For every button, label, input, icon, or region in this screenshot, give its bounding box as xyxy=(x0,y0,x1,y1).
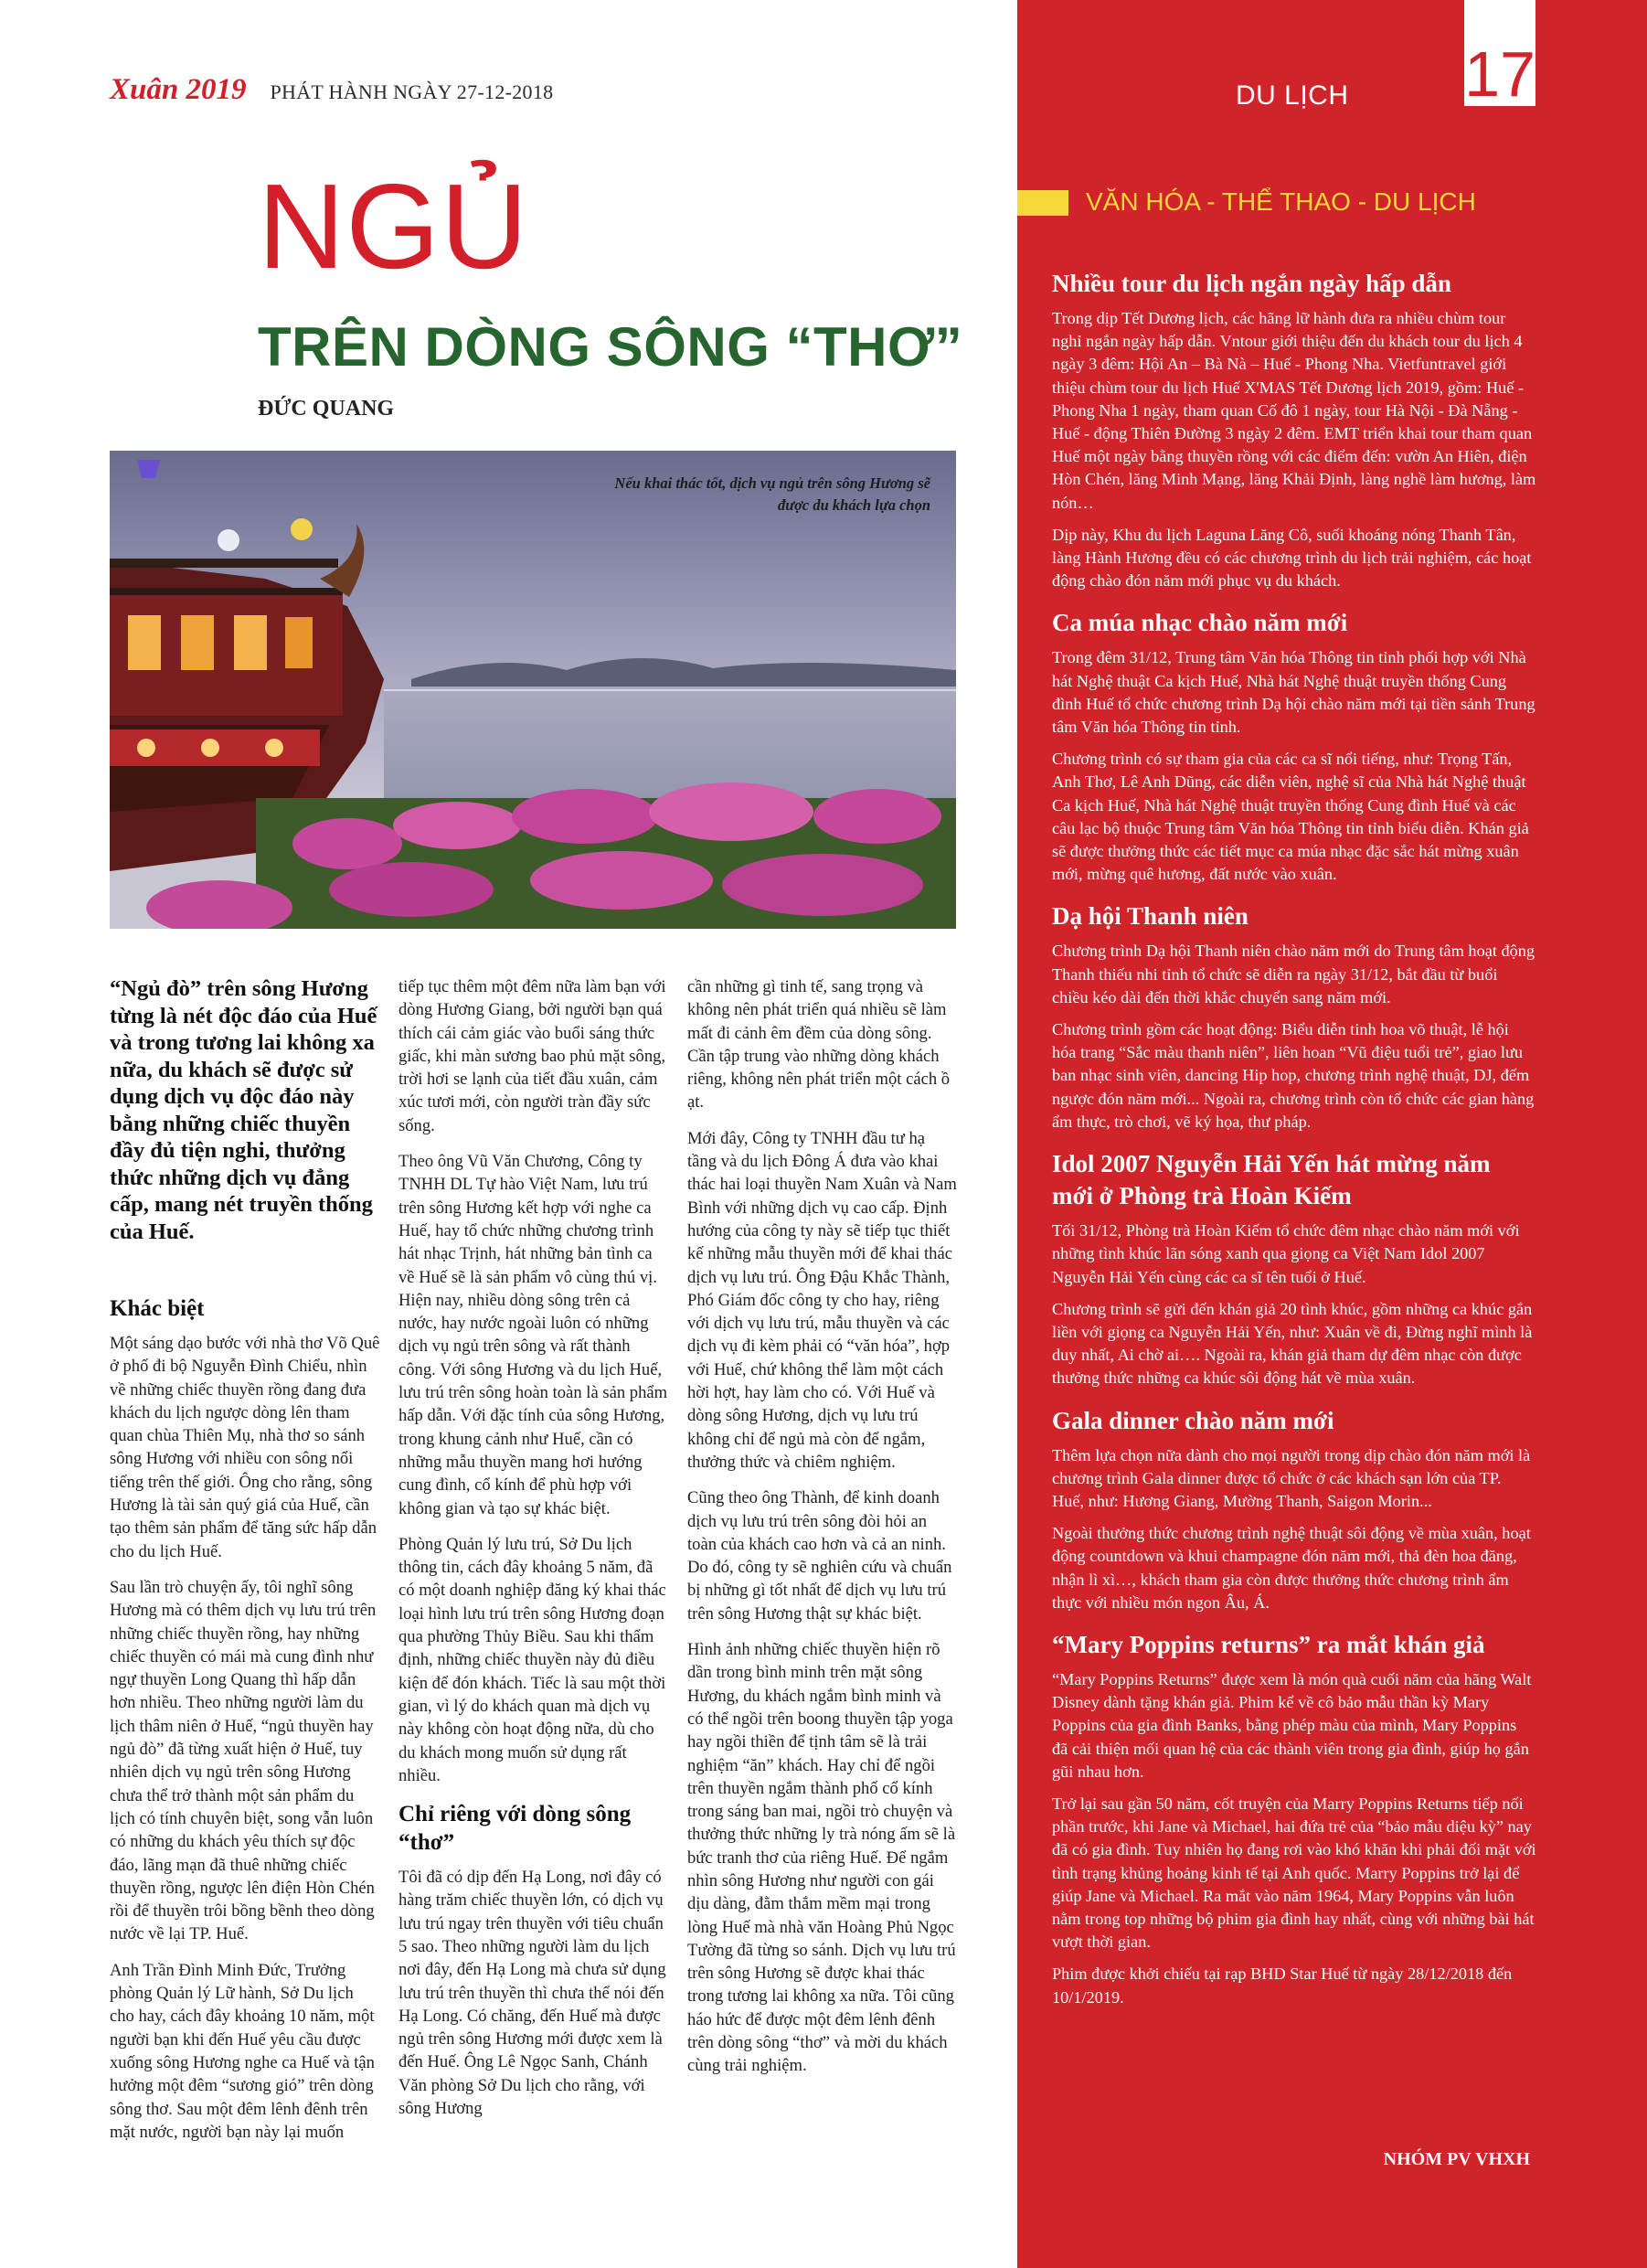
issue-name: Xuân 2019 xyxy=(110,73,247,106)
author-byline: ĐỨC QUANG xyxy=(258,397,395,421)
paragraph: cần những gì tinh tế, sang trọng và không nên phát triển quá nhiều sẽ làm mất đi cảnh êm đềm của dòng sông. Cần tập trung vào những dòng khách riêng, không nên phát triển một cách ồ ạt. xyxy=(687,977,951,1113)
brief-paragraph: Chương trình gồm các hoạt động: Biểu diễn tinh hoa võ thuật, lễ hội hóa trang “Sắc màu thanh niên”, liên hoan “Vũ điệu tuổi trẻ”, giao lưu ban nhạc sinh viên, dancing Hip hop, chương trình nghệ thuật, DJ, đếm ngược đón năm mới... Ngoài ra, chương trình còn tổ chức các gian hàng ẩm thực, trò chơi, vẽ ký họa, thư pháp. xyxy=(1052,1020,1535,1131)
brief-paragraph: Ngoài thưởng thức chương trình nghệ thuật sôi động về mùa xuân, hoạt động countdown và khui champagne đón năm mới, thả đèn hoa đăng, nhận lì xì…, khách tham gia còn được thưởng thức chương trình ẩm thực với nhiều món ngon Âu, Á. xyxy=(1052,1524,1531,1612)
headline-main: NGỦ xyxy=(258,159,529,293)
subheading-dong-song-tho: Chỉ riêng với dòng sông “thơ” xyxy=(398,1802,632,1856)
paragraph: tiếp tục thêm một đêm nữa làm bạn với dòng Hương Giang, bởi người bạn quá thích cái cảm giác vào buổi sáng thức giấc, khi màn sương bao phủ mặt sông, trời hơi se lạnh của tiết đầu xuân, cảm xúc tươi mới, còn người tràn đầy sức sống. xyxy=(398,977,666,1135)
brief-title: Ca múa nhạc chào năm mới xyxy=(1052,609,1348,637)
brief-paragraph: Tối 31/12, Phòng trà Hoàn Kiếm tổ chức đêm nhạc chào năm mới với những tình khúc lãn sóng xanh qua giọng ca Việt Nam Idol 2007 Nguyễn Hải Yến cùng các ca sĩ tên tuổi ở Huế. xyxy=(1052,1221,1520,1286)
paragraph: Sau lần trò chuyện ấy, tôi nghĩ sông Hương mà có thêm dịch vụ lưu trú trên những chiếc thuyền rồng, hay những chiếc thuyền có mái mà cung đình như ngự thuyền Long Quang thì hấp dẫn hơn nhiều. Theo những người làm du lịch thâm niên ở Huế, “ngủ thuyền hay ngủ đò” đã từng xuất hiện ở Huế, tuy nhiên dịch vụ ngủ trên sông Hương chưa thể trở thành một sản phẩm du lịch có tính chuyên biệt, song vẫn luôn có những du khách yêu thích sự độc đáo, lãng mạn đã thuê những chiếc thuyền rồng, ngược lên điện Hòn Chén rồi để thuyền trôi bồng bềnh theo dòng nước về lại TP. Huế. xyxy=(110,1577,377,1944)
news-briefs xyxy=(1052,268,1536,2018)
brief-paragraph: Thêm lựa chọn nữa dành cho mọi người trong dịp chào đón năm mới là chương trình Gala dinner được tổ chức ở các khách sạn lớn của TP. Huế, như: Hương Giang, Mường Thanh, Saigon Morin... xyxy=(1052,1445,1531,1510)
brief-title: “Mary Poppins returns” ra mắt khán giả xyxy=(1052,1630,1485,1658)
article-photo xyxy=(110,451,956,929)
paragraph: Phòng Quản lý lưu trú, Sở Du lịch thông tin, cách đây khoảng 5 năm, đã có một doanh nghiệp đăng ký khai thác loại hình lưu trú trên sông Hương đoạn qua phường Thủy Biều. Sau khi thẩm định, những chiếc thuyền này đủ điều kiện để đón khách. Tiếc là sau một thời gian, vì lý do khách quan mà dịch vụ này không còn hoạt động nữa, dù cho du khách mong muốn sử dụng rất nhiều. xyxy=(398,1534,666,1785)
paragraph: Cũng theo ông Thành, để kinh doanh dịch vụ lưu trú trên sông đòi hỏi an toàn của khách cao hơn và cả an ninh. Do đó, công ty sẽ nghiên cứu và chuẩn bị những gì tốt nhất để dịch vụ lưu trú trên sông Hương thật sự khác biệt. xyxy=(687,1488,952,1624)
category-label: VĂN HÓA - THỂ THAO - DU LỊCH xyxy=(1086,187,1476,216)
article-lead: “Ngủ đò” trên sông Hương từng là nét độc đáo của Huế và trong tương lai không xa nữa, du khách sẽ được sử dụng dịch vụ độc đáo này bằng những chiếc thuyền đầy đủ tiện nghi, thưởng thức những dịch vụ đẳng cấp, mang nét truyền thống của Huế. xyxy=(110,976,377,1244)
article-column-2 xyxy=(398,975,669,2133)
headline-sub: TRÊN DÒNG SÔNG “THƠ” xyxy=(258,316,963,378)
brief-paragraph: Trong đêm 31/12, Trung tâm Văn hóa Thông tin tỉnh phối hợp với Nhà hát Nghệ thuật Ca kịch Huế, Nhà hát Nghệ thuật truyền thống Cung đình Huế tổ chức chương trình Dạ hội chào năm mới tại tiền sảnh Trung tâm Văn hóa Thông tin tỉnh. xyxy=(1052,648,1535,737)
paragraph: Mới đây, Công ty TNHH đầu tư hạ tầng và du lịch Đông Á đưa vào khai thác hai loại thuyền Nam Xuân và Nam Bình với những dịch vụ cao cấp. Định hướng của công ty này sẽ tiếp tục thiết kế những mẫu thuyền mới để khai thác dịch vụ lưu trú. Ông Đậu Khắc Thành, Phó Giám đốc công ty cho hay, riêng với dịch vụ lưu trú, mẫu thuyền và các dịch vụ đi kèm phải có “văn hóa”, hợp với Huế, chứ không thể làm một cách hời hợt, hay làm cho có. Với Huế và dòng sông Hương, dịch vụ lưu trú không chỉ để ngủ mà còn để ngắm, thưởng thức và chiêm nghiệm. xyxy=(687,1128,957,1472)
article-column-1 xyxy=(110,975,380,2156)
paragraph: Tôi đã có dịp đến Hạ Long, nơi đây có hàng trăm chiếc thuyền lớn, có dịch vụ lưu trú ngay trên thuyền với tiêu chuẩn 5 sao. Theo những người làm du lịch nơi đây, đến Hạ Long mà chưa sử dụng lưu trú trên thuyền thì chưa thể nói đến Hạ Long. Có chăng, đến Huế mà được ngủ trên sông Hương mới được xem là đến Huế. Ông Lê Ngọc Sanh, Chánh Văn phòng Sở Du lịch cho rằng, với sông Hương xyxy=(398,1868,666,2119)
brief-title: Gala dinner chào năm mới xyxy=(1052,1406,1334,1434)
release-date: PHÁT HÀNH NGÀY 27-12-2018 xyxy=(270,80,554,103)
river-boat-illustration xyxy=(110,451,956,929)
section-label: DU LỊCH xyxy=(1236,80,1349,111)
subheading-khac-biet: Khác biệt xyxy=(110,1296,205,1321)
brief-paragraph: Chương trình Dạ hội Thanh niên chào năm mới do Trung tâm hoạt động Thanh thiếu nhi tỉnh tổ chức sẽ diễn ra ngày 31/12, bắt đầu từ buổi chiều kéo dài đến thời khắc chuyển sang năm mới. xyxy=(1052,942,1535,1006)
brief-paragraph: Chương trình sẽ gửi đến khán giả 20 tình khúc, gồm những ca khúc gắn liền với giọng ca Nguyễn Hải Yến, như: Xuân về đi, Đừng nghĩ mình là duy nhất, Ai chờ ai…. Ngoài ra, khán giả tham dự đêm nhạc còn được thưởng thức những ca khúc sôi động hát về mùa xuân. xyxy=(1052,1299,1533,1388)
page-number: 17 xyxy=(1464,0,1535,106)
article-column-3 xyxy=(687,975,958,2091)
category-marker xyxy=(1017,190,1068,216)
brief-paragraph: “Mary Poppins Returns” được xem là món quà cuối năm của hãng Walt Disney dành tặng khán giả. Phim kể về cô bảo mẫu thần kỳ Mary Poppins của gia đình Banks, bằng phép màu của mình, Mary Poppins đã cải thiện mối quan hệ của các thành viên trong gia đình, giúp họ gắn gũi nhau hơn. xyxy=(1052,1669,1532,1781)
brief-title: Nhiều tour du lịch ngắn ngày hấp dẫn xyxy=(1052,270,1451,297)
photo-caption: Nếu khai thác tốt, dịch vụ ngủ trên sông Hương sẽ được du khách lựa chọn xyxy=(614,474,930,514)
brief-paragraph: Trong dịp Tết Dương lịch, các hãng lữ hành đưa ra nhiều chùm tour nghỉ ngắn ngày hấp dẫn. Vntour giới thiệu đến du khách tour du lịch 4 ngày 3 đêm: Hội An – Bà Nà – Huế - Phong Nha. Vietfuntravel giới thiệu chùm tour du lịch Huế X'MAS Tết Dương lịch 2019, gồm: Huế - Phong Nha 1 ngày, tham quan Cố đô 1 ngày, tour Hà Nội - Đà Nẵng - Huế - động Thiên Đường 3 ngày 2 đêm. EMT triển khai tour tham quan Huế một ngày bằng thuyền rồng với các điểm đến: vườn An Hiên, điện Hòn Chén, lăng Minh Mạng, lăng Khải Định, làng nghề làm hương, làm nón… xyxy=(1052,309,1536,512)
paragraph: Hình ảnh những chiếc thuyền hiện rõ dần trong bình minh trên mặt sông Hương, du khách ngắm bình minh và có thể ngồi trên boong thuyền tập yoga hay ngồi thiền để tịnh tâm sẽ là trải nghiệm “ăn” khách. Hay chỉ để ngồi trên thuyền ngắm thành phố cổ kính trong sáng ban mai, ngồi trò chuyện và thưởng thức những ly trà nóng ấm sẽ là bức tranh thơ của riêng Huế. Để ngắm nhìn sông Hương như người con gái dịu dàng, đằm thắm mềm mại trong lòng Huế mà nhà văn Hoàng Phủ Ngọc Tường đã từng so sánh. Dịch vụ lưu trú trên sông Hương sẽ được khai thác trong tương lai không xa nữa. Tôi cũng háo hức để được một đêm lênh đênh trên dòng sông “thơ” và mời du khách cùng trải nghiệm. xyxy=(687,1640,956,2076)
paragraph: Theo ông Vũ Văn Chương, Công ty TNHH DL Tự hào Việt Nam, lưu trú trên sông Hương kết hợp với nghe ca Huế, hay tổ chức những chương trình hát nhạc Trịnh, hát những bản tình ca về Huế sẽ là sản phẩm vô cùng thú vị. Hiện nay, nhiều dòng sông trên cả nước, hay nước ngoài luôn có những dịch vụ ngủ trên sông và rất thành công. Với sông Hương và du lịch Huế, lưu trú trên sông hoàn toàn là sản phẩm hấp dẫn. Với đặc tính của sông Hương, trong khung cảnh như Huế, cần có những mẫu thuyền mang hơi hướng cung đình, cổ kính để phù hợp với không gian và tạo sự khác biệt. xyxy=(398,1152,668,1518)
brief-title: Dạ hội Thanh niên xyxy=(1052,902,1249,931)
brief-paragraph: Dịp này, Khu du lịch Laguna Lăng Cô, suối khoáng nóng Thanh Tân, làng Hành Hương đều có các chương trình du lịch trải nghiệm, các hoạt động chào đón năm mới phục vụ du khách. xyxy=(1052,525,1532,591)
paragraph: Một sáng dạo bước với nhà thơ Võ Quê ở phố đi bộ Nguyễn Đình Chiểu, nhìn về những chiếc thuyền rồng đang đưa khách du lịch ngược dòng lên tham quan chùa Thiên Mụ, nhà thơ so sánh sông Hương với nhiều con sông nổi tiếng trên thế giới. Ông cho rằng, sông Hương là tài sản quý giá của Huế, cần tạo thêm sản phẩm để tăng sức hấp dẫn cho du lịch Huế. xyxy=(110,1334,380,1561)
brief-paragraph: Chương trình có sự tham gia của các ca sĩ nổi tiếng, như: Trọng Tấn, Anh Thơ, Lê Anh Dũng, các diễn viên, nghệ sĩ của Nhà hát Nghệ thuật Ca kịch Huế, Nhà hát Nghệ thuật truyền thống Cung đình Huế và các câu lạc bộ thuộc Trung tâm Văn hóa Thông tin tỉnh biểu diễn. Khán giả sẽ được thưởng thức các tiết mục ca múa nhạc đặc sắc hát mừng xuân mới, mừng quê hương, đất nước vào xuân. xyxy=(1052,750,1529,884)
brief-title: Idol 2007 Nguyễn Hải Yến hát mừng năm mới ở Phòng trà Hoàn Kiếm xyxy=(1052,1150,1491,1210)
paragraph: Anh Trần Đình Minh Đức, Trưởng phòng Quản lý Lữ hành, Sở Du lịch cho hay, cách đây khoảng 10 năm, một người bạn khi đến Huế yêu cầu được xuống sông Hương nghe ca Huế và tận hưởng một đêm “sương gió” trên dòng sông thơ. Sau một đêm lênh đênh trên mặt nước, người bạn này lại muốn xyxy=(110,1960,375,2142)
signature: NHÓM PV VHXH xyxy=(1383,2149,1530,2169)
issue-masthead xyxy=(110,73,553,110)
brief-paragraph: Phim được khởi chiếu tại rạp BHD Star Huế từ ngày 28/12/2018 đến 10/1/2019. xyxy=(1052,1965,1513,2007)
brief-paragraph: Trở lại sau gần 50 năm, cốt truyện của Marry Poppins Returns tiếp nối phần trước, khi Jane và Michael, hai đứa trẻ của “bảo mẫu diệu kỳ” nay đã có gia đình. Tuy nhiên họ đang rơi vào khó khăn khi phải đối mặt với tình trạng khủng hoảng kinh tế tại Anh quốc. Marry Poppins trở lại để giúp Jane và Michael. Ra mắt vào năm 1964, Mary Poppins vẫn luôn nằm trong top những bộ phim gia đình hay nhất, cùng với những bài hát vượt thời gian. xyxy=(1052,1794,1536,1952)
